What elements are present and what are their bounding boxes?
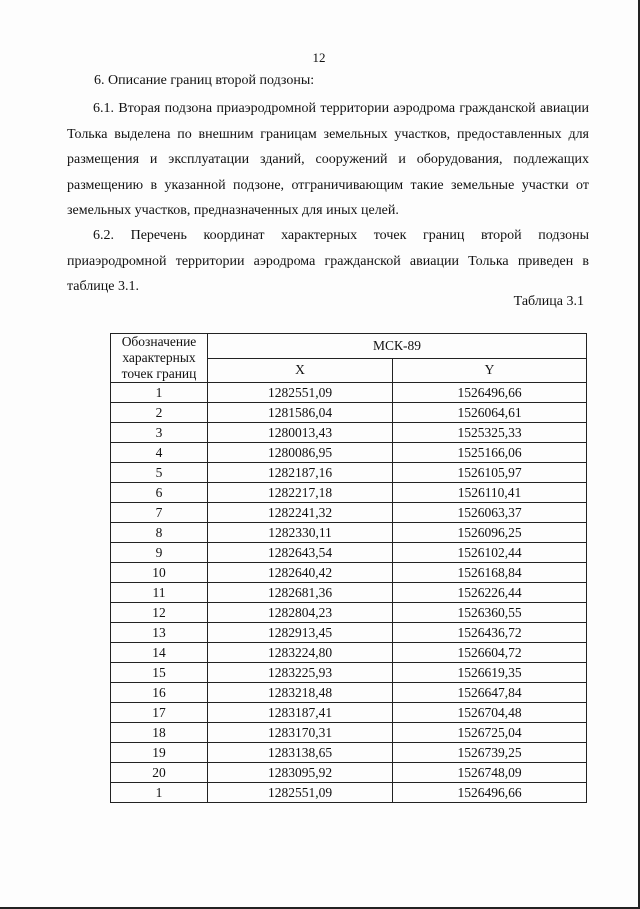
- y-cell: 1526619,35: [393, 663, 587, 683]
- y-cell: 1526063,37: [393, 503, 587, 523]
- y-cell: 1526604,72: [393, 643, 587, 663]
- point-cell: 18: [111, 723, 208, 743]
- point-cell: 11: [111, 583, 208, 603]
- table-row: [111, 403, 587, 423]
- point-cell: 12: [111, 603, 208, 623]
- y-cell: 1526168,84: [393, 563, 587, 583]
- y-cell: 1526647,84: [393, 683, 587, 703]
- table-row: [111, 543, 587, 563]
- x-cell: 1283187,41: [208, 703, 393, 723]
- point-cell: 7: [111, 503, 208, 523]
- point-cell: 17: [111, 703, 208, 723]
- x-cell: 1282551,09: [208, 783, 393, 803]
- x-cell: 1283225,93: [208, 663, 393, 683]
- y-cell: 1526226,44: [393, 583, 587, 603]
- point-column-header: Обозначение характерных точек границ: [111, 334, 208, 383]
- y-cell: 1525325,33: [393, 423, 587, 443]
- x-cell: 1282913,45: [208, 623, 393, 643]
- table-row: [111, 603, 587, 623]
- x-cell: 1282804,23: [208, 603, 393, 623]
- point-cell: 1: [111, 383, 208, 403]
- y-cell: 1526064,61: [393, 403, 587, 423]
- x-cell: 1282241,32: [208, 503, 393, 523]
- y-cell: 1526102,44: [393, 543, 587, 563]
- point-cell: 1: [111, 783, 208, 803]
- point-cell: 6: [111, 483, 208, 503]
- point-cell: 10: [111, 563, 208, 583]
- y-cell: 1526110,41: [393, 483, 587, 503]
- x-cell: 1283224,80: [208, 643, 393, 663]
- x-cell: 1282217,18: [208, 483, 393, 503]
- point-cell: 13: [111, 623, 208, 643]
- x-cell: 1282640,42: [208, 563, 393, 583]
- table-row: [111, 623, 587, 643]
- y-cell: 1526748,09: [393, 763, 587, 783]
- point-cell: 8: [111, 523, 208, 543]
- table-row: [111, 783, 587, 803]
- point-cell: 14: [111, 643, 208, 663]
- point-cell: 3: [111, 423, 208, 443]
- x-cell: 1282643,54: [208, 543, 393, 563]
- y-cell: 1526725,04: [393, 723, 587, 743]
- point-cell: 16: [111, 683, 208, 703]
- table-row: [111, 463, 587, 483]
- x-cell: 1283138,65: [208, 743, 393, 763]
- table-row: [111, 643, 587, 663]
- table-row: [111, 503, 587, 523]
- table-row: [111, 423, 587, 443]
- y-cell: 1526360,55: [393, 603, 587, 623]
- point-cell: 19: [111, 743, 208, 763]
- point-cell: 20: [111, 763, 208, 783]
- paragraph-6-2: [67, 223, 589, 300]
- paragraph-text: 6.1. Вторая подзона приаэродромной территории аэродрома гражданской авиации Толька выделена по внешним границам земельных участков, предоставленных для размещения и эксплуатации зданий, сооружений и оборудования, подлежащих размещению в указанной подзоне, отграничивающим такие земельные участки от земельных участков, предназначенных для иных целей.: [67, 101, 589, 218]
- y-cell: 1526436,72: [393, 623, 587, 643]
- table-row: [111, 723, 587, 743]
- y-cell: 1526496,66: [393, 383, 587, 403]
- table-caption: Таблица 3.1: [513, 294, 584, 309]
- table-row: [111, 683, 587, 703]
- table-row: [111, 703, 587, 723]
- x-cell: 1280013,43: [208, 423, 393, 443]
- table-row: [111, 663, 587, 683]
- y-cell: 1525166,06: [393, 443, 587, 463]
- y-column-header: Y: [393, 358, 587, 383]
- table-body: [111, 383, 587, 803]
- table-row: [111, 563, 587, 583]
- x-cell: 1282681,36: [208, 583, 393, 603]
- point-cell: 9: [111, 543, 208, 563]
- paragraph-text: 6.2. Перечень координат характерных точек границ второй подзоны приаэродромной территории аэродрома гражданской авиации Толька приведен в таблице 3.1.: [67, 228, 589, 294]
- table-row: [111, 583, 587, 603]
- x-cell: 1283218,48: [208, 683, 393, 703]
- y-cell: 1526704,48: [393, 703, 587, 723]
- x-cell: 1280086,95: [208, 443, 393, 463]
- y-cell: 1526496,66: [393, 783, 587, 803]
- table-row: [111, 443, 587, 463]
- coordinate-system-header: МСК-89: [208, 334, 587, 359]
- table-row: [111, 763, 587, 783]
- x-cell: 1282330,11: [208, 523, 393, 543]
- y-cell: 1526105,97: [393, 463, 587, 483]
- paragraph-6-1: [67, 96, 589, 224]
- x-cell: 1283170,31: [208, 723, 393, 743]
- table-row: [111, 743, 587, 763]
- page-number: 12: [312, 50, 326, 65]
- point-cell: 4: [111, 443, 208, 463]
- x-cell: 1282187,16: [208, 463, 393, 483]
- table-row: [111, 523, 587, 543]
- table-row: [111, 483, 587, 503]
- x-cell: 1281586,04: [208, 403, 393, 423]
- x-cell: 1283095,92: [208, 763, 393, 783]
- point-cell: 2: [111, 403, 208, 423]
- x-column-header: X: [208, 358, 393, 383]
- section-heading: 6. Описание границ второй подзоны:: [94, 73, 315, 88]
- y-cell: 1526096,25: [393, 523, 587, 543]
- point-cell: 15: [111, 663, 208, 683]
- coordinates-table: [110, 333, 587, 803]
- table-row: [111, 383, 587, 403]
- y-cell: 1526739,25: [393, 743, 587, 763]
- point-cell: 5: [111, 463, 208, 483]
- x-cell: 1282551,09: [208, 383, 393, 403]
